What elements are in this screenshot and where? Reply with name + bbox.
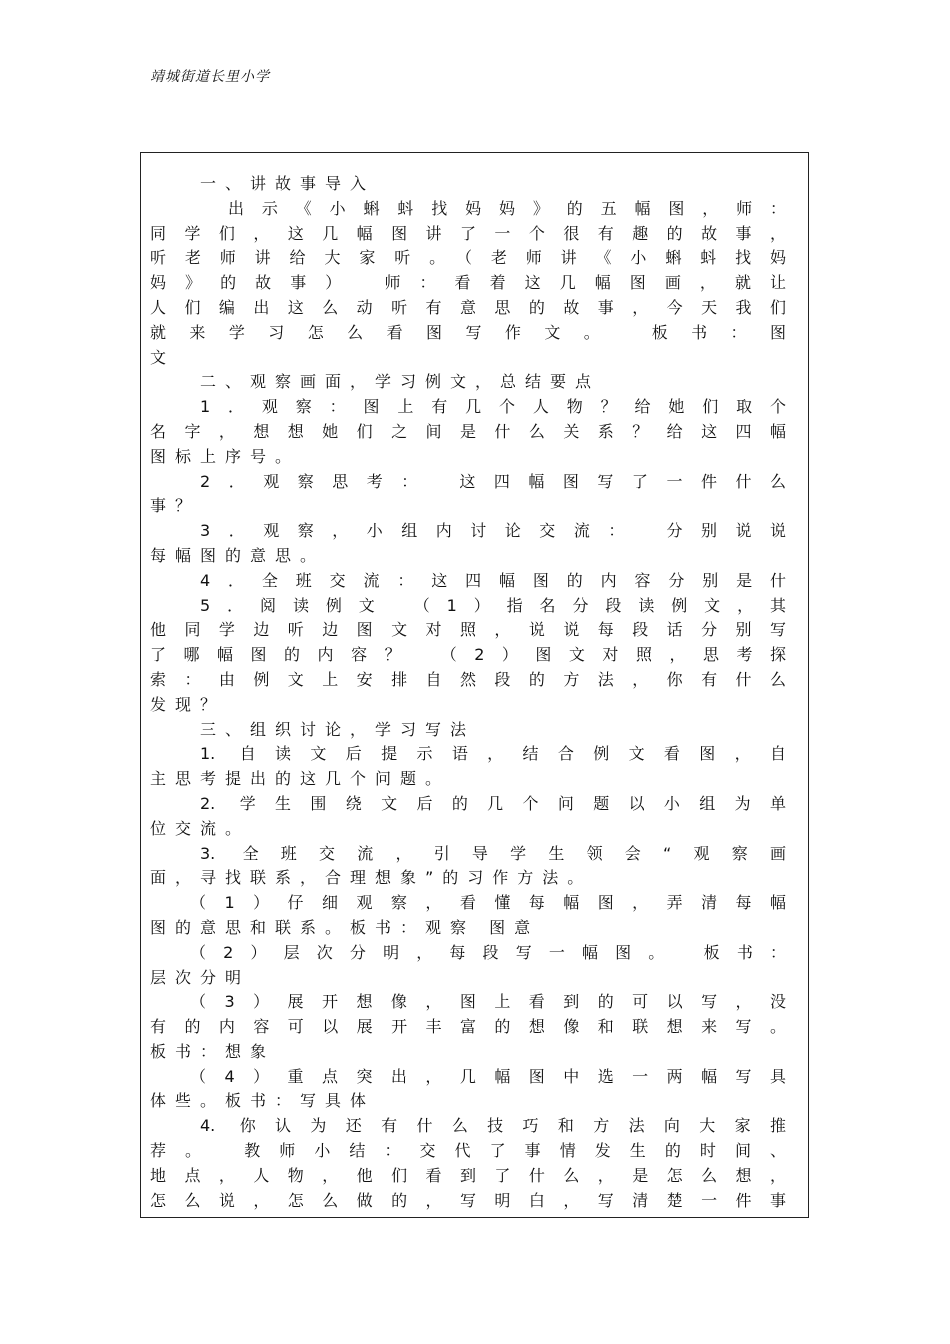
text-line: 5．阅读例文 （1）指名分段读例文，其 (200, 595, 786, 615)
text-line: 3．观察，小组内讨论交流： 分别说说 (200, 521, 786, 541)
text-line: 图的意思和联系。板书：观察 图意 (150, 917, 540, 937)
text-line: 一、讲故事导入 (200, 174, 376, 193)
text-line: 地点，人物，他们看到了什么，是怎么想， (150, 1165, 786, 1185)
text-line: 层次分明 (150, 967, 251, 987)
text-line: 主思考提出的这几个问题。 (150, 769, 451, 789)
text-line: 1. 自读文后提示语，结合例文看图，自 (200, 744, 786, 764)
text-line: （3）展开想像，图上看到的可以写，没 (190, 992, 786, 1012)
text-line: 二、观察画面，学习例文，总结要点 (200, 372, 601, 392)
text-line: 发现？ (150, 694, 226, 714)
text-line: 听老师讲给大家听。（老师讲《小蝌蚪找妈 (150, 248, 786, 268)
text-line: 4. 你认为还有什么技巧和方法向大家推 (200, 1116, 786, 1136)
text-line: 就来学习怎么看图写作文。 板书：图 (150, 322, 786, 342)
text-line: 2. 学生围绕文后的几个问题以小组为单 (200, 793, 786, 813)
text-line: 4．全班交流：这四幅图的内容分别是什 (200, 570, 786, 590)
text-line: 出示《小蝌蚪找妈妈》的五幅图，师： (228, 198, 786, 218)
text-line: 体些。板书：写具体 (150, 1091, 376, 1111)
text-line: 人们编出这么动听有意思的故事，今天我们 (150, 297, 786, 317)
text-line: 面，寻找联系，合理想象”的习作方法。 (150, 868, 593, 888)
text-line: 文 (150, 347, 176, 367)
text-line: 2．观察思考： 这四幅图写了一件什么 (200, 471, 786, 491)
text-line: 板书：想象 (150, 1041, 276, 1061)
text-line: 3. 全班交流，引导学生领会“观察画 (200, 843, 786, 863)
text-line: 位交流。 (150, 818, 251, 838)
text-line: 怎么说，怎么做的，写明白，写清楚一件事 (150, 1190, 786, 1210)
text-line: 了哪幅图的内容？ （2）图文对照，思考探 (150, 645, 786, 665)
text-line: 事？ (150, 496, 201, 516)
lesson-content (150, 172, 786, 1213)
text-line: （4）重点突出，几幅图中选一两幅写具 (190, 1066, 786, 1086)
text-line: 图标上序号。 (150, 446, 301, 466)
text-line: 荐。 教师小结：交代了事情发生的时间、 (150, 1141, 786, 1161)
text-line: （2）层次分明，每段写一幅图。 板书： (190, 942, 786, 962)
text-line: 每幅图的意思。 (150, 545, 326, 565)
text-line: 他同学边听边图文对照，说说每段话分别写 (150, 620, 786, 640)
text-line: （1）仔细观察，看懂每幅图，弄清每幅 (190, 893, 786, 913)
text-line: 1．观察：图上有几个人物？给她们取个 (200, 397, 786, 417)
text-line: 有的内容可以展开丰富的想像和联想来写。 (150, 1017, 786, 1037)
page-header-school: 靖城街道长里小学 (150, 69, 270, 85)
text-line: 同学们，这几幅图讲了一个很有趣的故事， (150, 223, 786, 243)
text-line: 妈》的故事） 师：看着这几幅图画，就让 (150, 273, 786, 293)
text-line: 三、组织讨论，学习写法 (200, 719, 476, 739)
text-line: 名字，想想她们之间是什么关系？给这四幅 (150, 421, 786, 441)
text-line: 索：由例文上安排自然段的方法，你有什么 (150, 669, 786, 689)
